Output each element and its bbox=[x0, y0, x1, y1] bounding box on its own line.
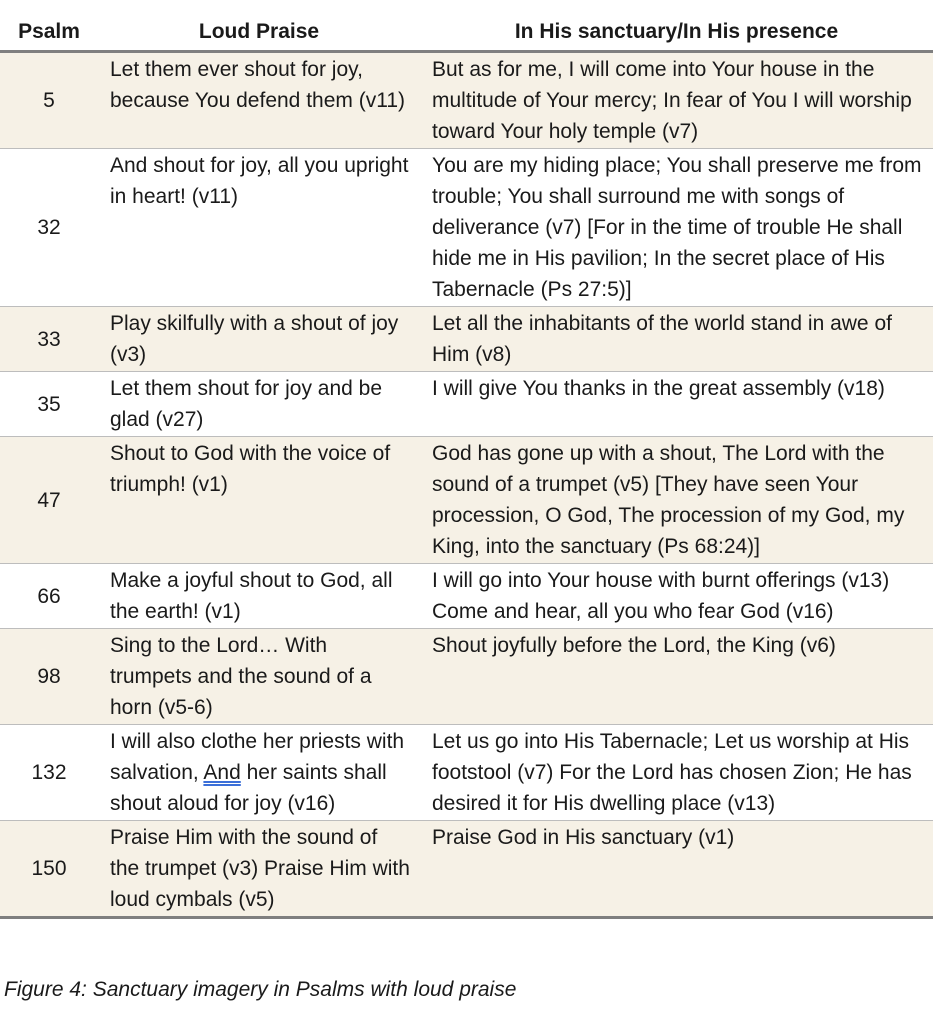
header-sanctuary: In His sanctuary/In His presence bbox=[420, 14, 933, 52]
table-row bbox=[0, 437, 933, 564]
psalm-number: 150 bbox=[0, 821, 98, 918]
psalms-table bbox=[0, 14, 933, 919]
psalm-number: 47 bbox=[0, 437, 98, 564]
table-header bbox=[0, 14, 933, 52]
table-row bbox=[0, 629, 933, 725]
loud-praise-cell: Sing to the Lord… With trumpets and the sound of a horn (v5-6) bbox=[98, 629, 420, 725]
psalm-number: 132 bbox=[0, 725, 98, 821]
sanctuary-cell: But as for me, I will come into Your house in the multitude of Your mercy; In fear of You I will worship toward Your holy temple (v7) bbox=[420, 52, 933, 149]
sanctuary-cell: I will go into Your house with burnt offerings (v13) Come and hear, all you who fear God (v16) bbox=[420, 564, 933, 629]
table-row bbox=[0, 372, 933, 437]
table-row bbox=[0, 307, 933, 372]
loud-praise-cell: Let them shout for joy and be glad (v27) bbox=[98, 372, 420, 437]
loud-praise-text-end: her saints shall shout aloud for joy (v16) bbox=[110, 761, 387, 815]
psalm-number: 32 bbox=[0, 149, 98, 307]
psalm-number: 98 bbox=[0, 629, 98, 725]
table-row bbox=[0, 52, 933, 149]
psalm-number: 66 bbox=[0, 564, 98, 629]
header-psalm: Psalm bbox=[0, 14, 98, 52]
psalm-number: 33 bbox=[0, 307, 98, 372]
sanctuary-cell: You are my hiding place; You shall preserve me from trouble; You shall surround me with songs of deliverance (v7) [For in the time of trouble He shall hide me in His pavilion; In the secret place of His Tabernacle (Ps 27:5)] bbox=[420, 149, 933, 307]
sanctuary-cell: Let us go into His Tabernacle; Let us worship at His footstool (v7) For the Lord has chosen Zion; He has desired it for His dwelling place (v13) bbox=[420, 725, 933, 821]
sanctuary-cell: Praise God in His sanctuary (v1) bbox=[420, 821, 933, 918]
sanctuary-cell: Let all the inhabitants of the world stand in awe of Him (v8) bbox=[420, 307, 933, 372]
loud-praise-cell: And shout for joy, all you upright in heart! (v11) bbox=[98, 149, 420, 307]
loud-praise-text-start: I will also clothe her priests with salvation, bbox=[110, 730, 405, 784]
sanctuary-cell: Shout joyfully before the Lord, the King (v6) bbox=[420, 629, 933, 725]
header-loud-praise: Loud Praise bbox=[98, 14, 420, 52]
figure-caption: Figure 4: Sanctuary imagery in Psalms with loud praise bbox=[4, 978, 517, 1001]
loud-praise-cell: Play skilfully with a shout of joy (v3) bbox=[98, 307, 420, 372]
table-row bbox=[0, 821, 933, 918]
table-row bbox=[0, 564, 933, 629]
loud-praise-cell: Praise Him with the sound of the trumpet (v3) Praise Him with loud cymbals (v5) bbox=[98, 821, 420, 918]
loud-praise-cell: Shout to God with the voice of triumph! (v1) bbox=[98, 437, 420, 564]
table-body bbox=[0, 52, 933, 918]
flagged-word: And bbox=[203, 761, 241, 784]
header-row bbox=[0, 14, 933, 52]
psalm-number: 5 bbox=[0, 52, 98, 149]
table-row bbox=[0, 725, 933, 821]
sanctuary-cell: I will give You thanks in the great assembly (v18) bbox=[420, 372, 933, 437]
loud-praise-cell: Let them ever shout for joy, because You defend them (v11) bbox=[98, 52, 420, 149]
sanctuary-cell: God has gone up with a shout, The Lord with the sound of a trumpet (v5) [They have seen Your procession, O God, The procession of my God, my King, into the sanctuary (Ps 68:24)] bbox=[420, 437, 933, 564]
loud-praise-cell bbox=[98, 725, 420, 821]
table-row bbox=[0, 149, 933, 307]
loud-praise-cell: Make a joyful shout to God, all the earth! (v1) bbox=[98, 564, 420, 629]
psalm-number: 35 bbox=[0, 372, 98, 437]
